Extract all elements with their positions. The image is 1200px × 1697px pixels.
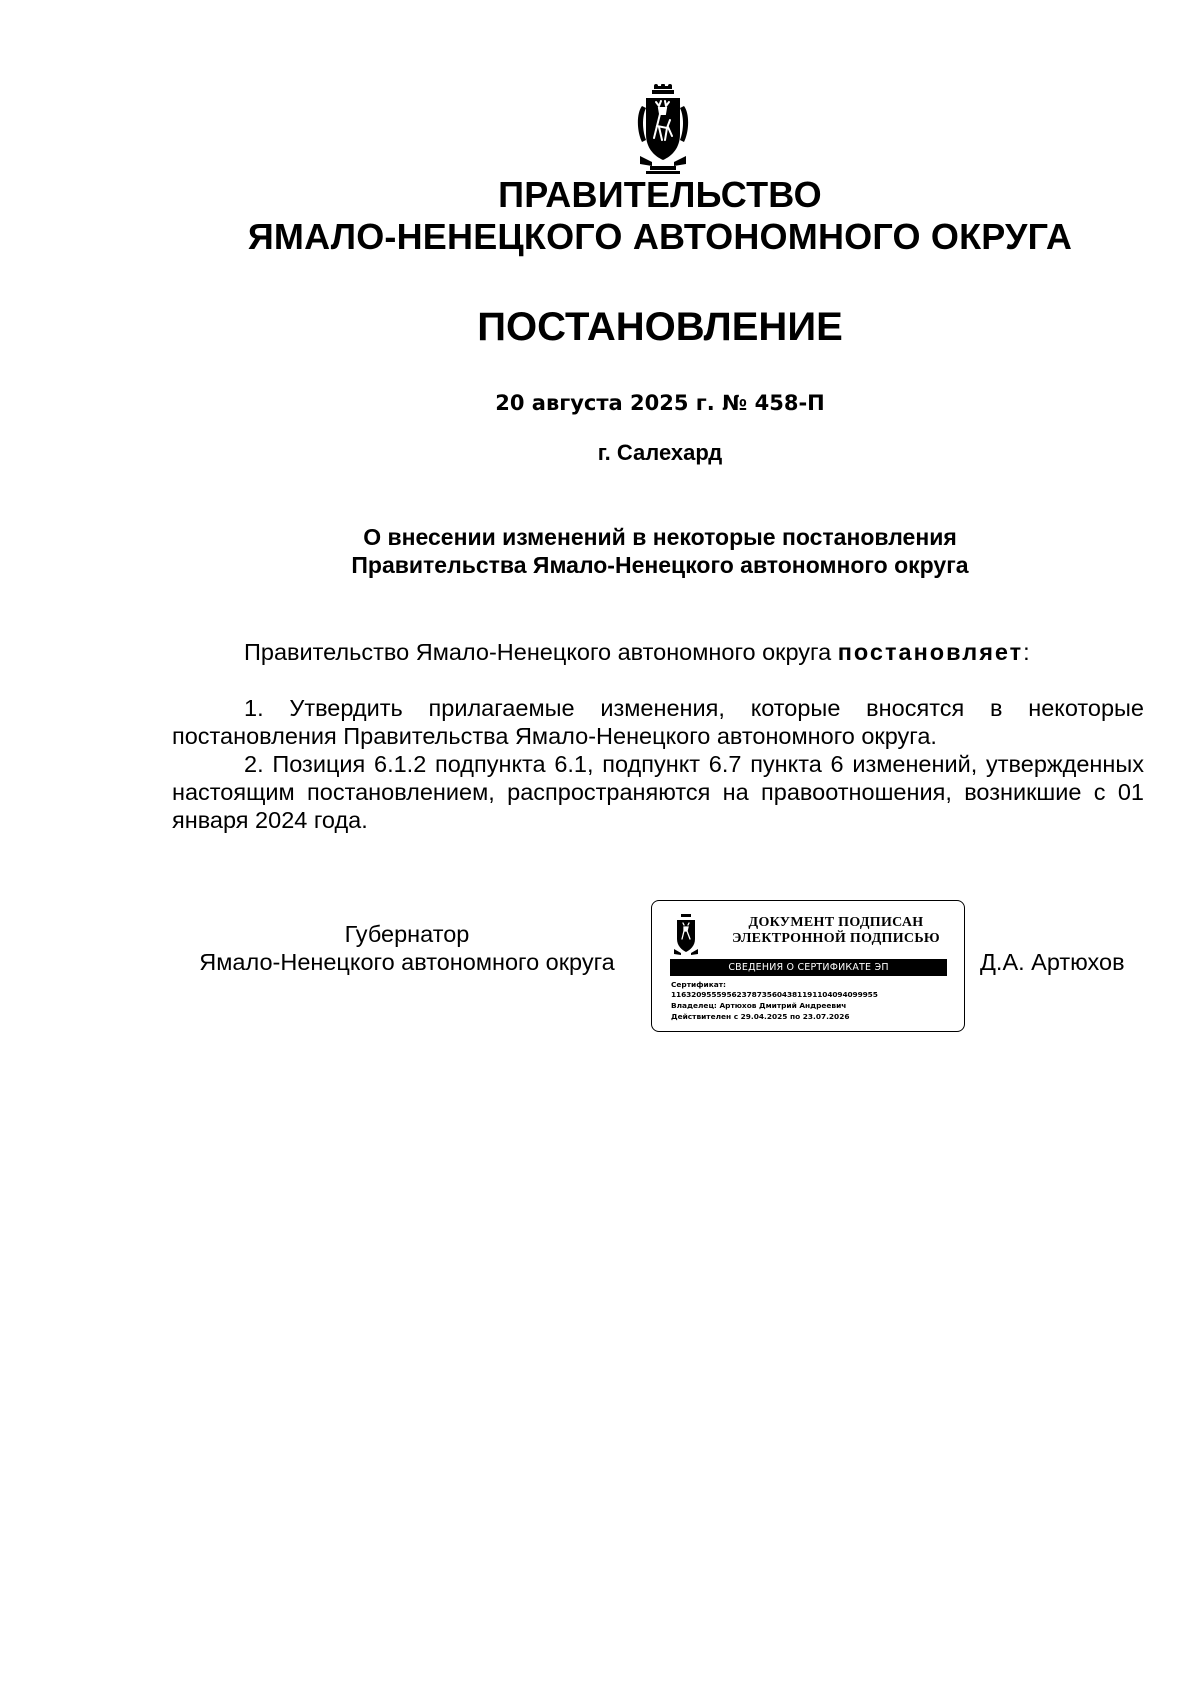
- intro-prefix: Правительство Ямало-Ненецкого автономного округа: [244, 639, 838, 665]
- signatory-position-line2: Ямало-Ненецкого автономного округа: [199, 949, 615, 975]
- intro-verb: постановляет: [837, 639, 1024, 665]
- government-title-line1: ПРАВИТЕЛЬСТВО: [498, 174, 822, 215]
- electronic-signature-stamp: [651, 900, 965, 1032]
- document-subject-line1: О внесении изменений в некоторые постановления: [363, 524, 957, 550]
- stamp-owner: Владелец: Артюхов Дмитрий Андреевич: [671, 1001, 847, 1010]
- intro-suffix: :: [1023, 639, 1030, 665]
- document-city: г. Салехард: [597, 440, 723, 465]
- document-date-number: 20 августа 2025 г. № 458-П: [495, 391, 825, 415]
- government-title: [0, 174, 1200, 258]
- document-subject-line2: Правительства Ямало-Ненецкого автономного округа: [351, 552, 969, 578]
- document-subject: [0, 523, 1200, 579]
- stamp-certificate-band: СВЕДЕНИЯ О СЕРТИФИКАТЕ ЭП: [670, 959, 947, 976]
- stamp-heading: [712, 915, 960, 947]
- stamp-heading-line2: ЭЛЕКТРОННОЙ ПОДПИСЬЮ: [732, 931, 940, 946]
- signatory-position-line1: Губернатор: [344, 921, 470, 947]
- coat-of-arms-small-icon: [672, 913, 700, 957]
- government-title-line2: ЯМАЛО-НЕНЕЦКОГО АВТОНОМНОГО ОКРУГА: [247, 216, 1073, 257]
- paragraph-1: 1. Утвердить прилагаемые изменения, которые вносятся в некоторые постановления Правительства Ямало-Ненецкого автономного округа.: [172, 695, 1144, 749]
- stamp-heading-line1: ДОКУМЕНТ ПОДПИСАН: [748, 915, 924, 930]
- signatory-name: Д.А. Артюхов: [980, 949, 1125, 975]
- stamp-validity: Действителен с 29.04.2025 по 23.07.2026: [671, 1012, 850, 1021]
- stamp-certificate-label: Сертификат:: [671, 980, 726, 989]
- coat-of-arms-icon: [632, 84, 694, 176]
- signatory-position: [172, 920, 642, 976]
- intro-paragraph: [172, 638, 1144, 666]
- document-type: ПОСТАНОВЛЕНИЕ: [477, 305, 843, 349]
- stamp-certificate-number: 11632095559562378735604381191104094099955: [671, 990, 878, 999]
- paragraph-2: 2. Позиция 6.1.2 подпункта 6.1, подпункт 6.7 пункта 6 изменений, утвержденных настоящим постановлением, распространяются на правоотношения, возникшие с 01 января 2024 года.: [172, 751, 1144, 833]
